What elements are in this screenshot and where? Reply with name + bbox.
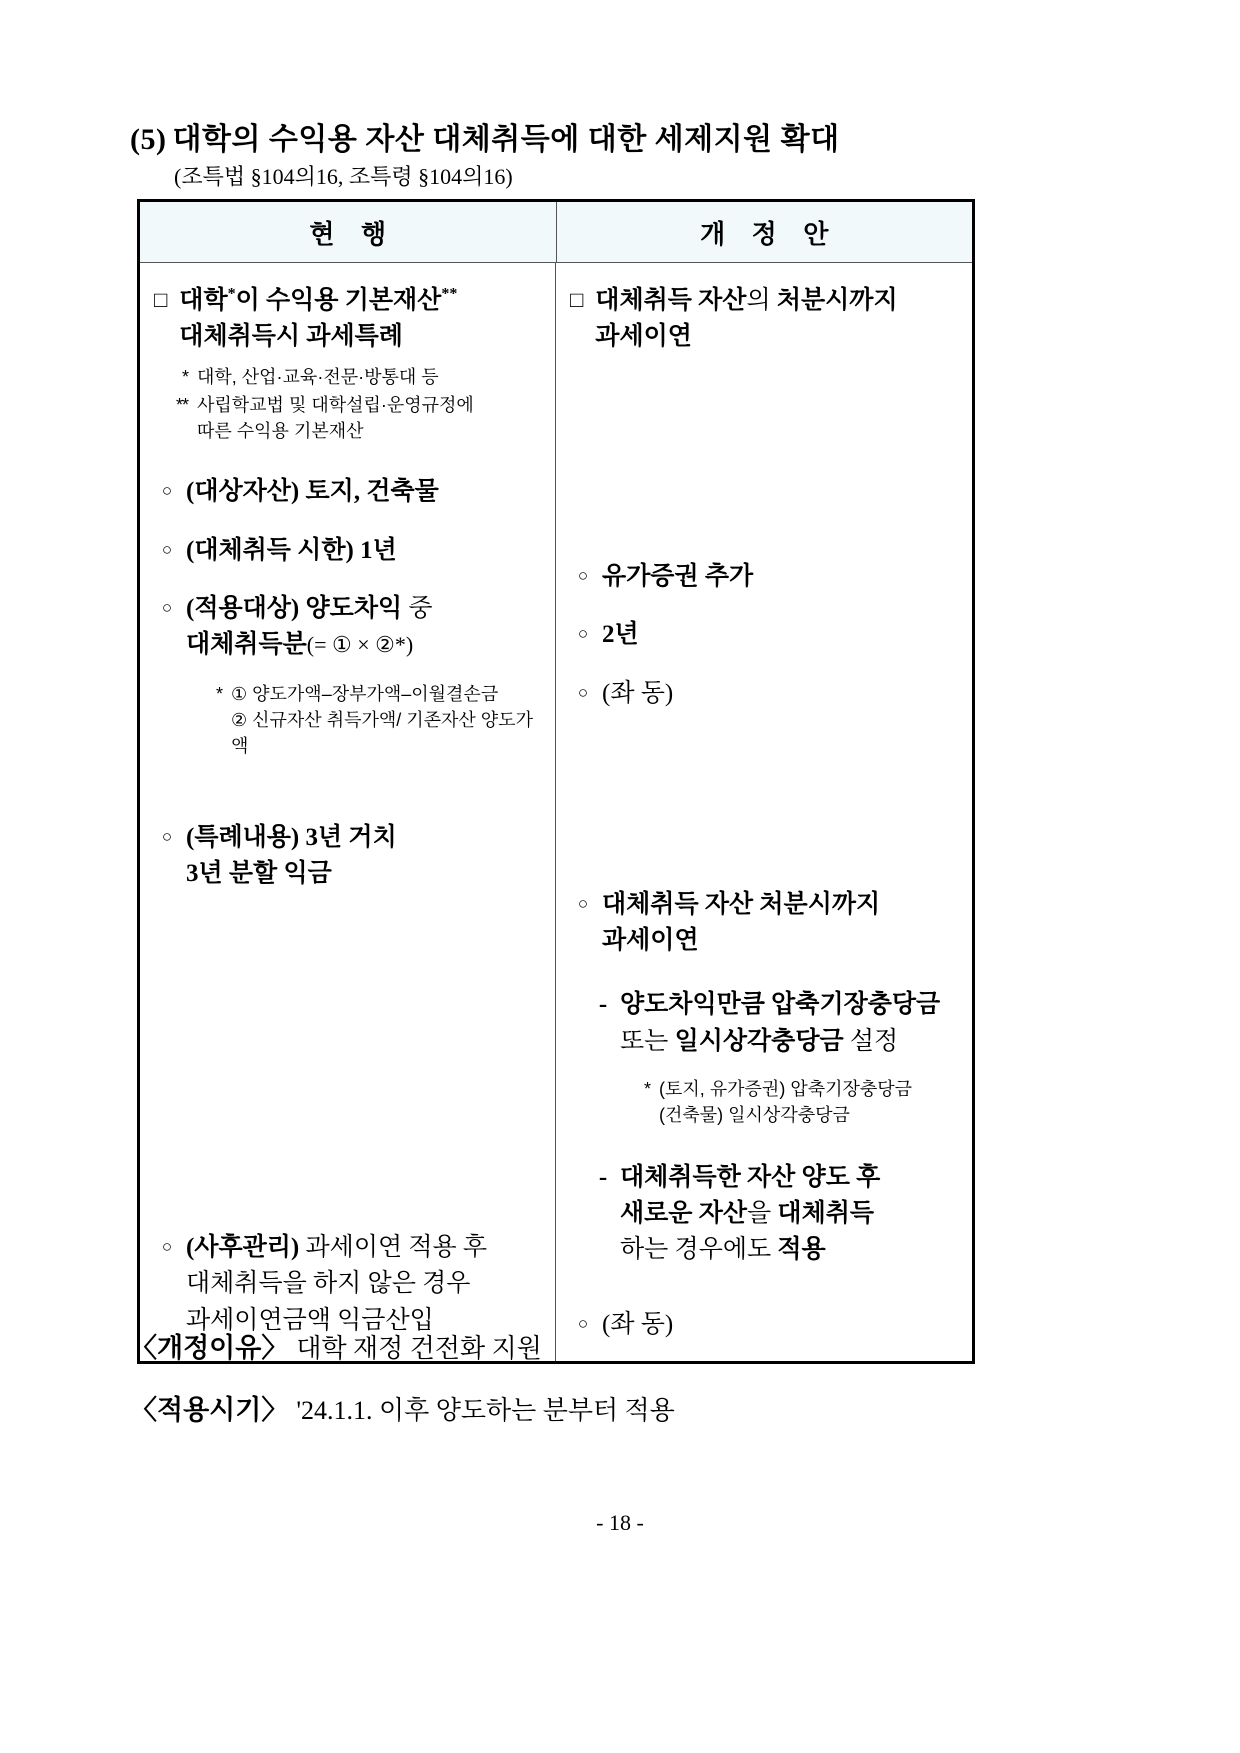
page-title <box>130 122 1030 159</box>
square-bullet-icon: □ <box>154 287 168 312</box>
current-heading-line1-a: 대학 <box>179 287 228 314</box>
amendment-column <box>556 263 972 1361</box>
amendment-dash-1-line1: 양도차익만큼 압축기장충당금 <box>620 991 941 1019</box>
legal-reference: (조특법 §104의16, 조특령 §104의16) <box>174 163 513 189</box>
amendment-dash-footnote-line1: (토지, 유가증권) 압축기장충당금 <box>659 1078 913 1099</box>
current-heading-line1-b: 이 수익용 기본재산 <box>235 287 442 314</box>
current-item-0-label: (대상자산) <box>186 478 300 506</box>
current-item-1-label: (대체취득 시한) <box>186 536 354 564</box>
amendment-heading-bold1: 대체취득 자산 <box>595 287 747 314</box>
current-item-3-label: (특례내용) <box>186 823 300 851</box>
amendment-item-1-text: 2년 <box>602 621 639 649</box>
dash-bullet-icon: - <box>598 1163 608 1191</box>
circle-bullet-icon: ○ <box>577 624 589 644</box>
table-header-amendment: 개 정 안 <box>700 220 839 249</box>
circle-bullet-icon: ○ <box>577 682 589 702</box>
section-title-text: 대학의 수익용 자산 대체취득에 대한 세제지원 확대 <box>172 123 840 156</box>
current-footnote-2-line1: 사립학교법 및 대학설립·운영규정에 <box>197 395 474 416</box>
effective-date-label: 〈적용시기〉 <box>130 1395 289 1425</box>
circle-bullet-icon: ○ <box>577 566 589 585</box>
amendment-dash-2-line1: 대체취득한 자산 양도 후 <box>620 1163 881 1191</box>
amendment-item-2-text: (좌 동) <box>602 679 674 707</box>
circle-bullet-icon: ○ <box>161 597 173 617</box>
current-formula-footnote <box>188 681 541 759</box>
current-item-2-text: 양도차익 <box>299 594 409 622</box>
amendment-heading-line2: 과세이연 <box>595 322 692 350</box>
effective-date-text: '24.1.1. 이후 양도하는 분부터 적용 <box>296 1396 675 1425</box>
current-column <box>140 263 556 1361</box>
current-item-2-line2-bold: 대체취득분 <box>186 631 307 659</box>
amendment-dash-2-line2-bold2: 대체취득 <box>777 1200 875 1228</box>
current-item-2-thin: 중 <box>408 594 433 622</box>
current-item-0-text: 토지, 건축물 <box>299 478 439 506</box>
amendment-item-same-as-left-2 <box>570 1307 958 1343</box>
amendment-dash-2-line2-thin: 을 <box>747 1200 778 1228</box>
current-item-4-label: (사후관리) <box>186 1234 300 1262</box>
amendment-item-0-text: 유가증권 추가 <box>602 563 754 590</box>
amendment-dash-1-line2-thin2: 설정 <box>843 1027 899 1055</box>
current-formula-footnote-line1: ① 양도가액–장부가액–이월결손금 <box>231 684 499 705</box>
amendment-item-3-text: 대체취득 자산 처분시까지 <box>602 890 881 918</box>
amendment-dash-footnote <box>616 1076 958 1128</box>
dash-bullet-icon: - <box>598 991 608 1019</box>
current-item-scope <box>154 591 541 664</box>
section-heading <box>130 122 1030 191</box>
footnote-marker: * <box>215 684 222 705</box>
current-item-3-text: 3년 거치 <box>299 823 397 851</box>
effective-date-note <box>130 1392 675 1430</box>
amendment-item-two-years <box>570 617 958 653</box>
amendment-reason-label: 〈개정이유〉 <box>130 1333 289 1363</box>
amendment-main-heading <box>570 283 958 354</box>
table-header-current: 현 행 <box>140 202 557 262</box>
amendment-dash-1-line2-thin: 또는 <box>620 1027 675 1055</box>
current-item-2-line2-formula: (= ① × ②*) <box>306 632 414 658</box>
current-footnote-1-line1: 대학, 산업·교육·전문·방통대 등 <box>197 367 439 387</box>
footnote-marker: * <box>181 367 188 387</box>
amendment-heading-bold2: 처분시까지 <box>776 287 898 314</box>
amendment-dash-footnote-line2: (건축물) 일시상각충당금 <box>659 1104 850 1125</box>
amendment-dash-item-1 <box>592 987 958 1060</box>
current-footnote-2 <box>154 392 541 444</box>
amendment-item-4-text: (좌 동) <box>602 1310 674 1338</box>
current-item-special-content <box>154 820 541 893</box>
amendment-dash-2-line2-bold: 새로운 자산 <box>620 1200 748 1228</box>
amendment-dash-2-line3-bold: 적용 <box>777 1236 826 1264</box>
circle-bullet-icon: ○ <box>161 481 173 501</box>
table-body <box>140 263 972 1361</box>
current-item-1-text: 1년 <box>353 536 397 564</box>
amendment-reason-note <box>130 1330 542 1368</box>
amendment-dash-item-2 <box>592 1160 958 1269</box>
current-item-4-text: 과세이연 적용 후 <box>299 1234 488 1262</box>
current-footnote-1 <box>154 364 541 390</box>
current-main-heading <box>154 283 541 354</box>
amendment-item-same-as-left-1 <box>570 676 958 712</box>
current-item-target-asset <box>154 474 541 510</box>
current-item-deadline <box>154 533 541 569</box>
current-footnote-2-line2: 따른 수익용 기본재산 <box>197 421 364 442</box>
table-header-row <box>140 202 972 263</box>
amendment-reason-text: 대학 재정 건전화 지원 <box>296 1334 542 1363</box>
circle-bullet-icon: ○ <box>161 826 173 846</box>
current-item-3-line2: 3년 분할 익금 <box>186 859 332 887</box>
current-item-followup <box>154 1230 541 1339</box>
amendment-item-deferral <box>570 887 958 960</box>
current-item-4-line2: 대체취득을 하지 않은 경우 <box>186 1270 471 1298</box>
amendment-item-securities <box>570 559 958 595</box>
footnote-marker: ** <box>175 395 188 416</box>
page-number: - 18 - <box>596 1510 644 1535</box>
amendment-heading-thin1: 의 <box>746 287 777 314</box>
current-item-2-label: (적용대상) <box>186 594 300 622</box>
circle-bullet-icon: ○ <box>161 539 173 559</box>
current-item-4-line3: 과세이연금액 익금산입 <box>186 1306 434 1334</box>
amendment-item-3-line2: 과세이연 <box>602 927 699 954</box>
footnote-marker-double: ** <box>441 285 458 303</box>
circle-bullet-icon: ○ <box>577 1313 589 1333</box>
section-number: (5) <box>130 123 167 156</box>
footnote-marker: * <box>643 1078 650 1099</box>
circle-bullet-icon: ○ <box>577 893 589 913</box>
circle-bullet-icon: ○ <box>161 1237 173 1257</box>
current-formula-footnote-line2: ② 신규자산 취득가액/ 기존자산 양도가액 <box>231 710 533 757</box>
square-bullet-icon: □ <box>570 287 584 312</box>
amendment-dash-2-line3-thin: 하는 경우에도 <box>620 1236 778 1264</box>
amendment-dash-1-line2-bold: 일시상각충당금 <box>674 1027 844 1055</box>
comparison-table <box>137 199 975 1364</box>
footnote-marker-single: * <box>227 285 236 303</box>
current-heading-line2: 대체취득시 과세특례 <box>179 322 403 350</box>
